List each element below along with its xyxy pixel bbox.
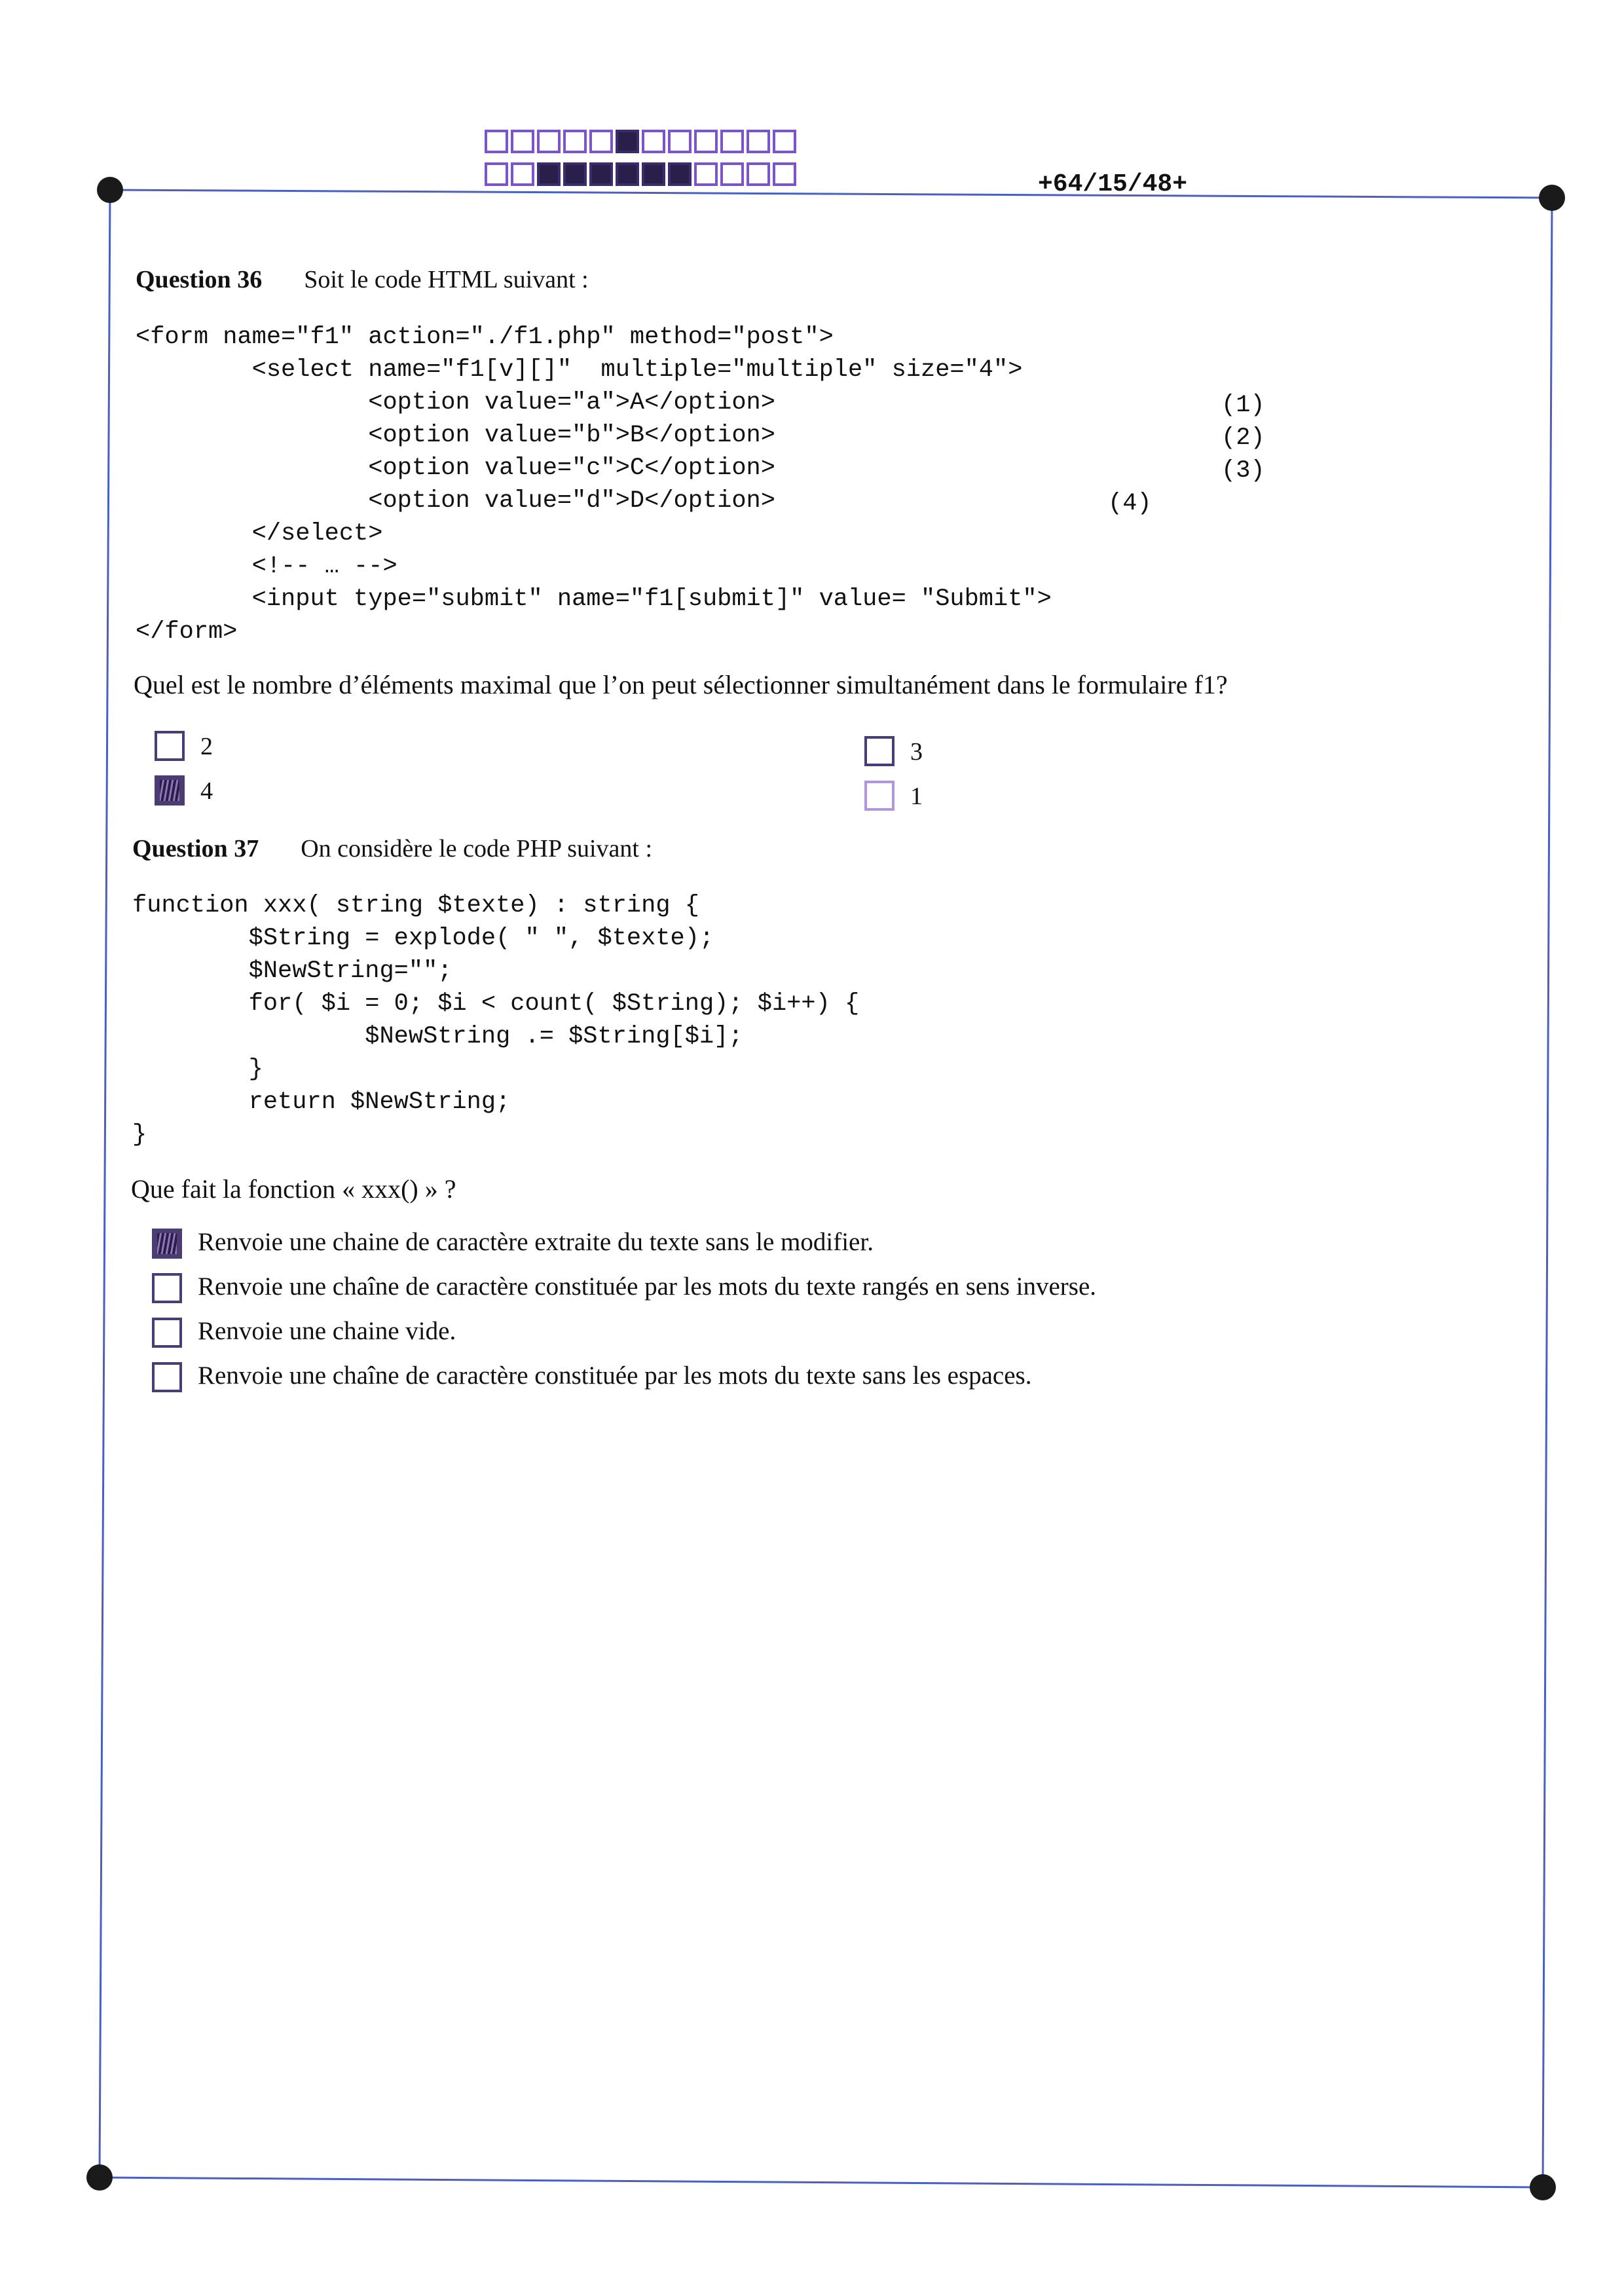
choice-3-checkbox[interactable]: [152, 1318, 182, 1348]
choice-3-label: Renvoie une chaine vide.: [198, 1317, 456, 1345]
annotation-2: (2): [1221, 424, 1265, 452]
barcode-cell: [589, 130, 613, 153]
html-code-line: <option value="d">D</option>: [136, 487, 775, 515]
question-37-prompt: Que fait la fonction « xxx() » ?: [131, 1174, 456, 1204]
html-code-line: <!-- … -->: [136, 553, 397, 580]
option-2-checkbox[interactable]: [155, 731, 185, 761]
html-code-line: </form>: [136, 618, 238, 646]
page-identifier: +64/15/48+: [1038, 170, 1188, 198]
barcode-cell: [616, 130, 639, 153]
corner-mark-bottom-left: [86, 2164, 113, 2191]
php-code-line: $NewString .= $String[$i];: [132, 1023, 743, 1050]
choice-1-checkbox[interactable]: [152, 1229, 182, 1259]
barcode-cell: [668, 130, 692, 153]
question-36-code-block: [136, 321, 1052, 648]
html-code-line: <select name="f1[v][]" multiple="multiple" size="4">: [136, 356, 1023, 384]
barcode-cell: [747, 130, 770, 153]
choice-2-label: Renvoie une chaîne de caractère constituée par les mots du texte rangés en sens inverse.: [198, 1272, 1097, 1301]
choice-4-checkbox[interactable]: [152, 1362, 182, 1392]
choice-2-checkbox[interactable]: [152, 1273, 182, 1303]
frame-top-line: [110, 190, 1552, 198]
corner-mark-top-left: [97, 177, 123, 203]
barcode-row-top: [485, 130, 799, 153]
php-code-line: function xxx( string $texte) : string {: [132, 892, 699, 919]
php-code-line: }: [132, 1056, 263, 1083]
corner-mark-top-right: [1539, 185, 1565, 211]
barcode-cell: [537, 130, 561, 153]
annotation-3: (3): [1221, 457, 1265, 485]
html-code-line: <option value="a">A</option>: [136, 389, 775, 417]
question-36-intro: Soit le code HTML suivant :: [304, 266, 589, 293]
barcode-row-bottom: [485, 162, 799, 186]
barcode-cell: [773, 162, 796, 186]
option-1-label: 1: [910, 783, 923, 810]
barcode-cell: [589, 162, 613, 186]
option-4-checkbox[interactable]: [155, 775, 185, 805]
php-code-line: $NewString="";: [132, 957, 452, 985]
barcode-cell: [642, 162, 665, 186]
choice-4-label: Renvoie une chaîne de caractère constituée par les mots du texte sans les espaces.: [198, 1361, 1032, 1390]
barcode-cell: [563, 162, 587, 186]
php-code: [132, 889, 859, 1151]
barcode-cell: [537, 162, 561, 186]
option-2-label: 2: [200, 733, 213, 760]
barcode-cell: [747, 162, 770, 186]
html-code-line: <option value="b">B</option>: [136, 422, 775, 449]
barcode-cell: [485, 162, 508, 186]
php-code-line: return $NewString;: [132, 1088, 511, 1116]
annotation-1: (1): [1221, 392, 1265, 419]
php-code-line: for( $i = 0; $i < count( $String); $i++) {: [132, 990, 860, 1018]
html-code-line: <option value="c">C</option>: [136, 454, 775, 482]
question-36-label: Question 36: [136, 266, 263, 293]
barcode-cell: [511, 162, 534, 186]
frame-right-line: [1543, 198, 1552, 2187]
option-3-label: 3: [910, 738, 923, 766]
barcode-cell: [694, 162, 718, 186]
question-36-prompt: Quel est le nombre d’éléments maximal que l’on peut sélectionner simultanément dans le formulaire f1?: [134, 670, 1228, 699]
barcode-cell: [485, 130, 508, 153]
question-37-code-block: [132, 889, 859, 1151]
question-37-heading: [132, 834, 652, 863]
option-1-checkbox[interactable]: [864, 781, 895, 811]
php-code-line: $String = explode( " ", $texte);: [132, 925, 714, 952]
php-code-line: }: [132, 1121, 147, 1149]
barcode-cell: [720, 162, 744, 186]
corner-mark-bottom-right: [1530, 2174, 1556, 2200]
option-4-label: 4: [200, 777, 213, 805]
option-3-checkbox[interactable]: [864, 736, 895, 766]
html-code-line: <form name="f1" action="./f1.php" method="post">: [136, 324, 834, 351]
barcode-cell: [773, 130, 796, 153]
barcode-cell: [694, 130, 718, 153]
barcode-cell: [668, 162, 692, 186]
question-37-intro: On considère le code PHP suivant :: [301, 835, 653, 862]
choice-1-label: Renvoie une chaine de caractère extraite du texte sans le modifier.: [198, 1228, 874, 1256]
question-37-label: Question 37: [132, 835, 259, 862]
question-36-heading: [136, 265, 589, 294]
barcode-cell: [720, 130, 744, 153]
html-code-line: <input type="submit" name="f1[submit]" value= "Submit">: [136, 585, 1052, 613]
barcode-cell: [511, 130, 534, 153]
annotation-4: (4): [1108, 490, 1152, 517]
frame-bottom-line: [100, 2177, 1543, 2187]
html-code: [136, 321, 1052, 648]
barcode-cell: [642, 130, 665, 153]
html-code-line: </select>: [136, 520, 383, 547]
barcode-cell: [616, 162, 639, 186]
barcode-cell: [563, 130, 587, 153]
frame-left-line: [100, 190, 110, 2177]
